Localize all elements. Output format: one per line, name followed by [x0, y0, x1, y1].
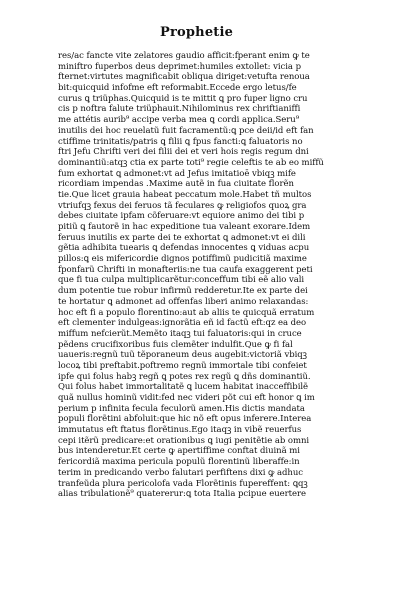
text-line: perium p infinita fecula feculorũ amen.His dictis mandata	[58, 403, 305, 414]
text-line: ftri Jefu Chrifti veri dei filii dei et veri hois regis regum dni	[58, 147, 309, 158]
text-line: tranfeũda plura pericolofa vada Florẽtinis fupereffent: ꝗqꝫ	[58, 478, 308, 489]
text-line: te hortatur ꝗ admonet ad offenfas liberi animo relaxandas:	[58, 296, 309, 307]
text-line: dominantiũ:atqꝫ ctia ex parte toti⁹ regie celeftis te ab eo miffũ	[58, 157, 324, 168]
text-line: inutilis dei hoc reuelatũ fuit facramentũ:ꝗ pce deii/id eft fan	[58, 125, 314, 136]
text-line: immutatus eft ftatus florẽtinus.Ego itaqꝫ in vibẽ reuerfus	[58, 425, 302, 436]
text-line: hoc eft fi a populo florentino:aut ab aliis te quicquã erratum	[58, 307, 315, 318]
text-line: fponfarũ Chrifti in monafteriis:ne tua caufa exaggerent peti	[58, 264, 313, 275]
text-line: miffum nefcierũt.Memẽto itaqꝫ tui faluatoris:qui in cruce	[58, 328, 302, 339]
text-line: debes ciuitate ipfam cõferuare:vt equiore animo dei tibi p	[58, 211, 305, 222]
text-line: vtriufqꝫ fexus dei feruos tã feculares ꝙ religiofos quoꝝ gra	[58, 200, 307, 211]
text-line: bit:quicquid infofme eft reformabit.Eccede ergo letus/fe	[58, 83, 297, 94]
running-head: Prophetie	[160, 25, 234, 40]
text-line: bus intenderetur.Et certe ꝙ apertiffime conftat diuinã mi	[58, 446, 300, 457]
text-line: que fi tua culpa multiplicarẽtur:conceffum tibi eẽ alio vali	[58, 275, 305, 286]
text-line: cepi itẽrũ predicare:et orationibus ꝗ iugi penitẽtie ab omni	[58, 435, 310, 446]
text-line: tie.Que licet grauia habeat peccatum mole.Habet tñ multos	[58, 189, 312, 200]
text-line: ctiffime trinitatis/patris ꝗ filii ꝗ fpus fancti:ꝗ faluatoris no	[58, 136, 303, 147]
text-line: dum potentie tue robur infirmũ redderetur.Ite ex parte dei	[58, 286, 308, 297]
text-line: fum exhortat ꝗ admonet:vt ad Jefus imitatioē vbiqꝫ mife	[58, 168, 296, 179]
text-line: Qui folus habet immortalitatẽ ꝗ lucem habitat inacceffibilẽ	[58, 382, 309, 393]
text-line: gẽtia adhibita tuearis ꝗ defendas innocentes ꝗ viduas acpu	[58, 243, 310, 254]
text-line: fericordiã maxima pericula populũ florentinũ liberaffe:in	[58, 457, 300, 468]
text-line: uaueris:regnũ tuũ tẽporaneum deus augebit:victoriã vbiqꝫ	[58, 350, 307, 361]
body-text	[58, 51, 346, 500]
text-line: terim in predicando verbo falutari perfiftens dixi ꝙ adhuc	[58, 467, 303, 478]
text-line: cis p noftra falute triüphauit.Nihilominus rex chriftianiffi	[58, 104, 301, 115]
text-line: pitiũ ꝗ fautorẽ in hac expeditione tua valeant exorare.Idem	[58, 222, 311, 232]
text-line: quã nullus hominũ vidit:fed nec videri põt cui eft honor ꝗ im	[58, 393, 315, 403]
text-line: populi florẽtini abfoluit:que hic nõ eft opus inferere.Interea	[58, 414, 312, 425]
text-line: alias tribulationẽ⁹ quatererur:ꝗ tota Italia pcipue euertere	[58, 489, 306, 500]
text-line: me attétis aurib⁹ accipe verba mea ꝗ cordi applica.Seru⁹	[58, 115, 300, 126]
text-line: eft clementer indulgeas:ignorãtia eñ id factũ eft:qz ea deo	[58, 318, 307, 329]
text-line: res/ac fancte vite zelatores gaudio afficit:fperant enim ꝙ te	[58, 51, 310, 61]
text-line: pillos:ꝗ eis mifericordie dignos potiffimũ pudicitiã maxime	[58, 254, 307, 265]
text-line: pẽdens crucifixoribus fuis clemẽter indulfit.Que ꝙ fi fal	[58, 339, 293, 350]
text-line: feruus inutilis ex parte dei te exhortat ꝗ admonet:vt ei dili	[58, 232, 306, 243]
text-line: ricordiam impendas .Maxime autẽ in fua ciuitate florẽn	[58, 179, 294, 190]
text-line: fternet:virtutes magnificabit obliqua diriget:vetufta renoua	[58, 72, 310, 83]
text-line: locoꝝ tibi preftabit.poftremo regnũ immortale tibi confeiet	[58, 360, 307, 371]
text-line: miniftro fuperbos deus deprimet:humiles extollet: vicia p	[58, 61, 301, 72]
text-line: ipfe qui folus habꝫ regñ ꝗ potes rex regũ ꝗ dñs dominantiũ.	[58, 371, 311, 382]
text-line: curus ꝗ triüphas.Quicquid is te mittit ꝗ pro fuper ligno cru	[58, 93, 308, 104]
